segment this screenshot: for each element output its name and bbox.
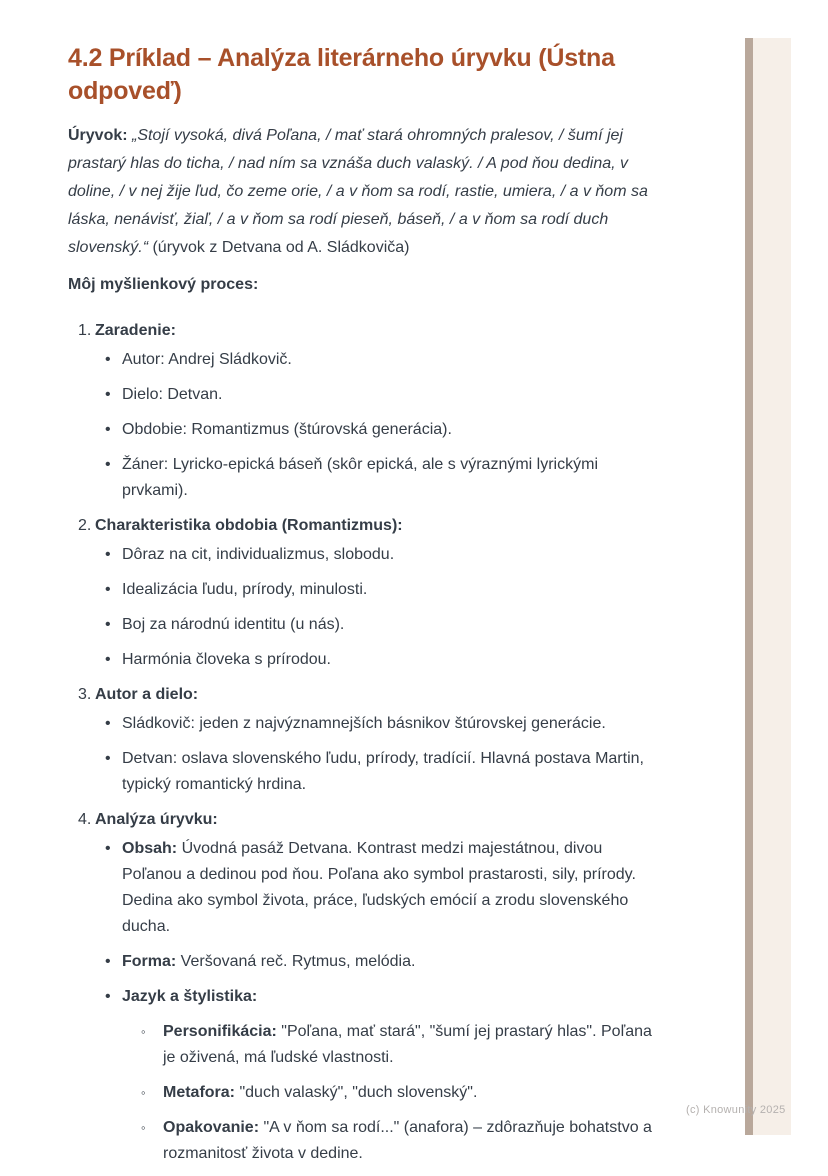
watermark: (c) Knowunity 2025 (686, 1104, 786, 1116)
sub-bullet-list (68, 1019, 660, 1167)
sub-list-item (68, 1019, 660, 1071)
bullet-icon (105, 746, 122, 798)
list-item (68, 382, 660, 408)
bullet-icon (105, 382, 122, 408)
bullet-list (68, 711, 660, 798)
list-item (68, 417, 660, 443)
item-bold-label: Jazyk a štylistika: (122, 988, 258, 1005)
list-item-text: Obdobie: Romantizmus (štúrovská generácia). (122, 421, 452, 438)
list-item (68, 949, 660, 975)
section-title-row (68, 682, 660, 708)
list-item-text: Dôraz na cit, individualizmus, slobodu. (122, 546, 395, 563)
list-item-text (122, 836, 660, 940)
bullet-icon (105, 836, 122, 940)
section-title: Zaradenie: (95, 322, 176, 339)
excerpt-quote: „Stojí vysoká, divá Poľana, / mať stará ohromných pralesov, / šumí jej prastarý hlas do ticha, / nad ním sa vznáša duch valaský. / A pod ňou dedina, v doline, / v nej žije ľud, čo zeme orie, / a v ňom sa rodí, rastie, umiera, / a v ňom sa láska, nenávisť, žiaľ, / a v ňom sa rodí pieseň, báseň, / a v ňom sa rodí duch slovenský.“ (68, 127, 648, 256)
sub-bullet-icon (141, 1080, 163, 1106)
list-item-text: Autor: Andrej Sládkovič. (122, 351, 292, 368)
sub-list-item (68, 1080, 660, 1106)
page-title: 4.2 Príklad – Analýza literárneho úryvku (Ústna odpoveď) (68, 44, 615, 105)
list-item-text: Boj za národnú identitu (u nás). (122, 616, 345, 633)
list-item (68, 577, 660, 603)
sub-bullet-icon (141, 1019, 163, 1071)
section-title: Charakteristika obdobia (Romantizmus): (95, 517, 403, 534)
list-item (68, 647, 660, 673)
list-item-text: Harmónia človeka s prírodou. (122, 651, 331, 668)
list-item-text (163, 1115, 660, 1167)
process-heading: Môj myšlienkový proces: (68, 276, 259, 293)
bullet-icon (105, 647, 122, 673)
item-text: Veršovaná reč. Rytmus, melódia. (176, 953, 416, 970)
section-title: Analýza úryvku: (95, 811, 218, 828)
list-item (68, 347, 660, 373)
document-page (68, 42, 660, 1176)
item-text: "A v ňom sa rodí..." (anafora) – zdôrazňuje bohatstvo a rozmanitosť života v dedine. (163, 1119, 652, 1162)
list-item-text (122, 949, 660, 975)
bullet-icon (105, 417, 122, 443)
section-number: 3. (78, 686, 92, 703)
list-item-text: Detvan: oslava slovenského ľudu, prírody, tradícií. Hlavná postava Martin, typický romantický hrdina. (122, 750, 644, 793)
item-text: "duch valaský", "duch slovenský". (235, 1084, 478, 1101)
bullet-icon (105, 949, 122, 975)
section-title-row (68, 513, 660, 539)
list-item-text (163, 1019, 660, 1071)
bullet-icon (105, 347, 122, 373)
section-number: 1. (78, 322, 92, 339)
sub-bullet-icon (141, 1115, 163, 1167)
list-item (68, 711, 660, 737)
section-number: 2. (78, 517, 92, 534)
bullet-list (68, 347, 660, 504)
list-item (68, 612, 660, 638)
list-item (68, 746, 660, 798)
bullet-icon (105, 711, 122, 737)
numbered-section-charakteristika (68, 513, 660, 673)
sub-list-item (68, 1115, 660, 1167)
bullet-list (68, 836, 660, 1010)
side-stripe-line (745, 38, 753, 1135)
section-number: 4. (78, 811, 92, 828)
section-title-row (68, 318, 660, 344)
list-item-text: Sládkovič: jeden z najvýznamnejších básnikov štúrovskej generácie. (122, 715, 606, 732)
item-text: Úvodná pasáž Detvana. Kontrast medzi majestátnou, divou Poľanou a dedinou pod ňou. Poľana ako symbol prastarosti, sily, prírody. Dedina ako symbol života, práce, ľudských emócií a zrodu slovenského ducha. (122, 840, 636, 935)
item-bold-label: Metafora: (163, 1084, 236, 1101)
item-bold-label: Obsah: (122, 840, 178, 857)
bullet-icon (105, 984, 122, 1010)
numbered-section-autor-a-dielo (68, 682, 660, 798)
excerpt-paragraph (68, 122, 660, 262)
list-item-text: Idealizácia ľudu, prírody, minulosti. (122, 581, 368, 598)
list-item (68, 836, 660, 940)
section-title: Autor a dielo: (95, 686, 199, 703)
list-item (68, 984, 660, 1010)
excerpt-label: Úryvok: (68, 127, 128, 144)
list-item-text: Dielo: Detvan. (122, 386, 223, 403)
item-bold-label: Personifikácia: (163, 1023, 277, 1040)
list-item (68, 452, 660, 504)
bullet-list (68, 542, 660, 673)
list-item-text (122, 984, 660, 1010)
numbered-section-analyza-uryvku (68, 807, 660, 1167)
bullet-icon (105, 612, 122, 638)
section-title-row (68, 807, 660, 833)
side-stripe-panel (753, 38, 791, 1135)
list-item-text (163, 1080, 660, 1106)
item-bold-label: Forma: (122, 953, 177, 970)
bullet-icon (105, 542, 122, 568)
list-item-text: Žáner: Lyricko-epická báseň (skôr epická, ale s výraznými lyrickými prvkami). (122, 456, 598, 499)
item-text: "Poľana, mať stará", "šumí jej prastarý hlas". Poľana je oživená, má ľudské vlastnosti. (163, 1023, 652, 1066)
bullet-icon (105, 577, 122, 603)
numbered-section-zaradenie (68, 318, 660, 504)
list-item (68, 542, 660, 568)
excerpt-source: (úryvok z Detvana od A. Sládkoviča) (148, 239, 410, 256)
item-bold-label: Opakovanie: (163, 1119, 260, 1136)
bullet-icon (105, 452, 122, 504)
